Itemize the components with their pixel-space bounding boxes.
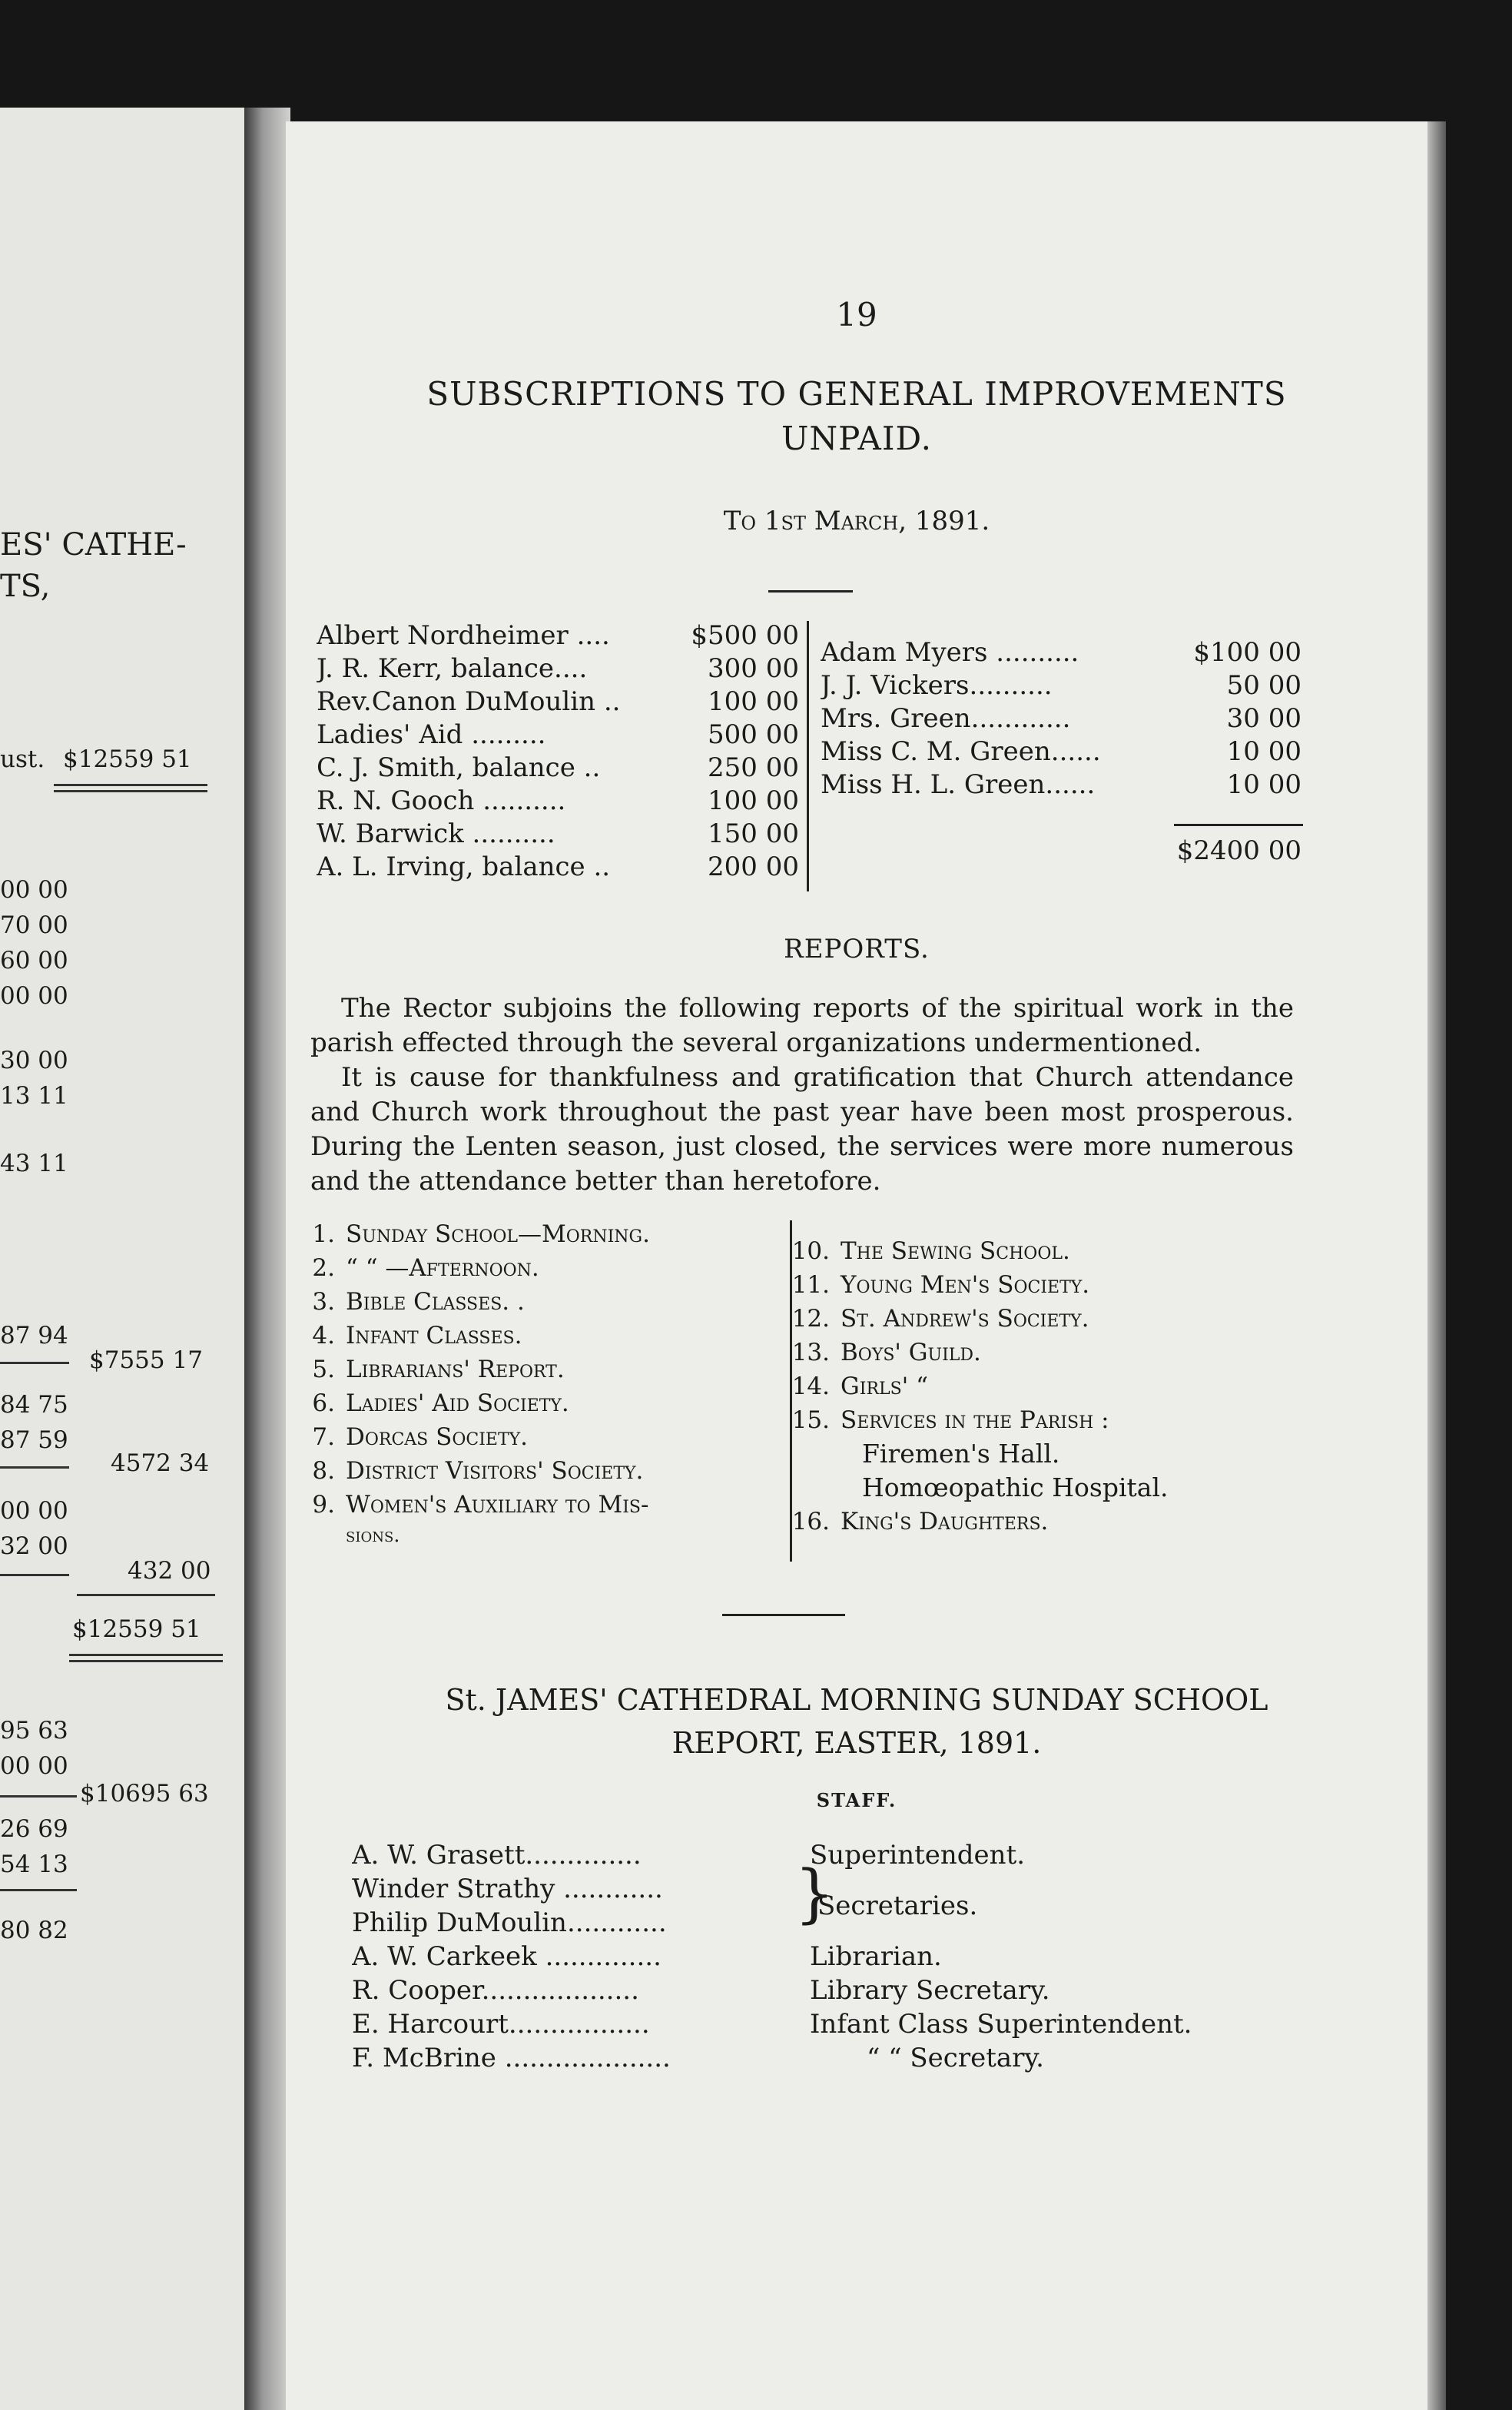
- left-amount: 87 94: [0, 1322, 68, 1349]
- staff-row: [352, 1906, 794, 1940]
- subscriber-name: R. N. Gooch ..........: [317, 785, 566, 816]
- report-list-item: 2. “ “ —Afternoon.: [312, 1254, 539, 1282]
- subscription-row: [317, 818, 799, 851]
- cathedral-report-title: St. JAMES' CATHEDRAL MORNING SUNDAY SCHOOL: [445, 1683, 1268, 1717]
- book-gutter: [244, 108, 290, 2410]
- subscription-row: [317, 719, 799, 752]
- left-amount: 80 82: [0, 1917, 68, 1944]
- staff-role: Superintendent.: [810, 1840, 1026, 1871]
- staff-role: Secretaries.: [817, 1890, 978, 1921]
- subscriber-name: W. Barwick ..........: [317, 818, 555, 849]
- total-rule: [1174, 824, 1303, 826]
- left-heading-fragment: ES' CATHE-: [0, 527, 187, 563]
- left-amount: 00 00: [0, 1752, 68, 1780]
- subscriber-name: C. J. Smith, balance ..: [317, 752, 601, 783]
- subscriber-name: Albert Nordheimer ....: [317, 620, 610, 651]
- subscription-amount: $500 00: [691, 620, 799, 651]
- subscription-row: [821, 768, 1301, 802]
- subscription-amount: $100 00: [1193, 637, 1301, 668]
- staff-row: [352, 2041, 1044, 2075]
- left-amount: 00 00: [0, 982, 68, 1010]
- subscription-amount: 50 00: [1226, 670, 1301, 701]
- staff-row: [352, 1973, 1050, 2007]
- left-amount: $10695 63: [80, 1780, 209, 1808]
- left-heading-fragment: TS,: [0, 569, 51, 604]
- subscription-amount: 500 00: [708, 719, 799, 750]
- left-amount: $7555 17: [89, 1346, 203, 1374]
- staff-name: Winder Strathy ............: [352, 1874, 663, 1904]
- page-edge-shadow: [1427, 121, 1446, 2410]
- left-text-fragment: ust.: [0, 745, 45, 773]
- subscriber-name: A. L. Irving, balance ..: [317, 851, 611, 882]
- subscription-row: [317, 685, 799, 719]
- subscription-row: [317, 851, 799, 884]
- report-list-item: 11. Young Men's Society.: [791, 1271, 1090, 1299]
- report-list-item: 15. Services in the Parish :: [791, 1406, 1109, 1434]
- subscription-amount: 300 00: [708, 653, 799, 684]
- report-list-item: 10. The Sewing School.: [791, 1237, 1070, 1265]
- subscription-amount: 100 00: [708, 785, 799, 816]
- report-list-item: 6. Ladies' Aid Society.: [312, 1389, 569, 1417]
- page-number: 19: [836, 296, 877, 334]
- staff-role: Infant Class Superintendent.: [810, 2009, 1192, 2040]
- subscription-row: [821, 636, 1301, 669]
- left-page-fragment: [0, 108, 247, 2410]
- report-list-item: 13. Boys' Guild.: [791, 1339, 981, 1366]
- subscriber-name: Adam Myers ..........: [821, 637, 1079, 668]
- staff-heading: STAFF.: [816, 1789, 897, 1811]
- report-list-item: 16. King's Daughters.: [791, 1508, 1049, 1535]
- staff-row: [352, 2007, 1192, 2041]
- subscriber-name: Mrs. Green............: [821, 703, 1071, 734]
- staff-name: E. Harcourt.................: [352, 2009, 650, 2040]
- subscriptions-title-line2: UNPAID.: [781, 420, 932, 457]
- subscriber-name: Ladies' Aid .........: [317, 719, 546, 750]
- subscriber-name: Miss H. L. Green......: [821, 769, 1096, 800]
- left-amount: 87 59: [0, 1426, 68, 1454]
- subscription-amount: 10 00: [1226, 769, 1301, 800]
- subscription-amount: 10 00: [1226, 736, 1301, 767]
- section-divider: [768, 590, 853, 593]
- subscription-amount: 150 00: [708, 818, 799, 849]
- subscription-amount: 100 00: [708, 686, 799, 717]
- subscriber-name: Rev.Canon DuMoulin ..: [317, 686, 621, 717]
- staff-role: “ “ Secretary.: [867, 2043, 1044, 2073]
- left-amount: 43 11: [0, 1150, 68, 1177]
- left-amount: 4572 34: [111, 1449, 210, 1477]
- left-amount: 32 00: [0, 1532, 68, 1560]
- subscription-row: [317, 652, 799, 685]
- reports-title: REPORTS.: [784, 934, 930, 964]
- reports-paragraph: It is cause for thankfulness and gratification that Church attendance and Church work throughout the past year have been most prosperous. During the Lenten season, just closed, the services were more numerous and the attendance better than heretofore.: [310, 1062, 1294, 1197]
- report-list-item: 7. Dorcas Society.: [312, 1423, 529, 1451]
- report-list-item: 1. Sunday School—Morning.: [312, 1220, 650, 1248]
- report-list-item: 9. Women's Auxiliary to Mis-: [312, 1491, 649, 1519]
- left-amount: 60 00: [0, 947, 68, 974]
- left-amount: 70 00: [0, 911, 68, 939]
- subscriptions-total-row: [821, 835, 1301, 868]
- report-list-item: 5. Librarians' Report.: [312, 1356, 565, 1383]
- left-amount: 00 00: [0, 1497, 68, 1525]
- left-amount: 13 11: [0, 1082, 68, 1110]
- subscriptions-title: SUBSCRIPTIONS TO GENERAL IMPROVEMENTS: [426, 375, 1287, 413]
- report-list-item: 4. Infant Classes.: [312, 1322, 522, 1349]
- subscription-amount: 250 00: [708, 752, 799, 783]
- subscription-row: [317, 752, 799, 785]
- staff-name: A. W. Grasett..............: [352, 1840, 642, 1871]
- brace: }: [794, 1857, 835, 1930]
- left-amount: 84 75: [0, 1391, 68, 1419]
- reports-text: [310, 991, 1294, 1199]
- subscriber-name: Miss C. M. Green......: [821, 736, 1101, 767]
- staff-row: [352, 1838, 1025, 1872]
- subscription-row: [821, 702, 1301, 735]
- report-list-item: 14. Girls' “: [791, 1373, 928, 1400]
- staff-role: Librarian.: [810, 1941, 942, 1972]
- subscriber-name: J. J. Vickers..........: [821, 670, 1053, 701]
- section-divider: [722, 1614, 845, 1616]
- left-amount: 432 00: [128, 1557, 211, 1585]
- report-list-item: Homœopathic Hospital.: [862, 1472, 1169, 1502]
- left-amount: 26 69: [0, 1815, 68, 1843]
- report-list-item: 12. St. Andrew's Society.: [791, 1305, 1089, 1333]
- left-amount: 95 63: [0, 1717, 68, 1744]
- subscriber-name: J. R. Kerr, balance....: [317, 653, 588, 684]
- report-list-item: sions.: [346, 1524, 400, 1547]
- left-total: $12559 51: [63, 745, 192, 773]
- subscription-row: [821, 735, 1301, 768]
- column-divider: [807, 621, 809, 891]
- subscription-amount: 200 00: [708, 851, 799, 882]
- subscriptions-total: $2400 00: [1176, 835, 1301, 866]
- staff-row: [352, 1940, 942, 1973]
- staff-name: Philip DuMoulin............: [352, 1907, 667, 1938]
- subscription-row: [317, 785, 799, 818]
- staff-name: F. McBrine ....................: [352, 2043, 671, 2073]
- left-amount: 00 00: [0, 876, 68, 904]
- staff-row: [352, 1872, 794, 1906]
- staff-role: Library Secretary.: [810, 1975, 1050, 2006]
- report-list-item: 3. Bible Classes. .: [312, 1288, 525, 1316]
- staff-name: R. Cooper...................: [352, 1975, 639, 2006]
- left-amount: 30 00: [0, 1047, 68, 1074]
- left-amount: 54 13: [0, 1851, 68, 1878]
- reports-paragraph: The Rector subjoins the following reports of the spiritual work in the parish effected through the several organizations undermentioned.: [310, 993, 1294, 1058]
- subscription-row: [317, 619, 799, 652]
- left-total: $12559 51: [72, 1615, 201, 1643]
- subscriptions-date: To 1st March, 1891.: [723, 506, 990, 536]
- cathedral-report-title-line2: REPORT, EASTER, 1891.: [671, 1726, 1042, 1760]
- report-list-item: 8. District Visitors' Society.: [312, 1457, 644, 1485]
- subscription-row: [821, 669, 1301, 702]
- report-list-item: Firemen's Hall.: [862, 1439, 1060, 1469]
- subscription-amount: 30 00: [1226, 703, 1301, 734]
- staff-name: A. W. Carkeek ..............: [352, 1941, 662, 1972]
